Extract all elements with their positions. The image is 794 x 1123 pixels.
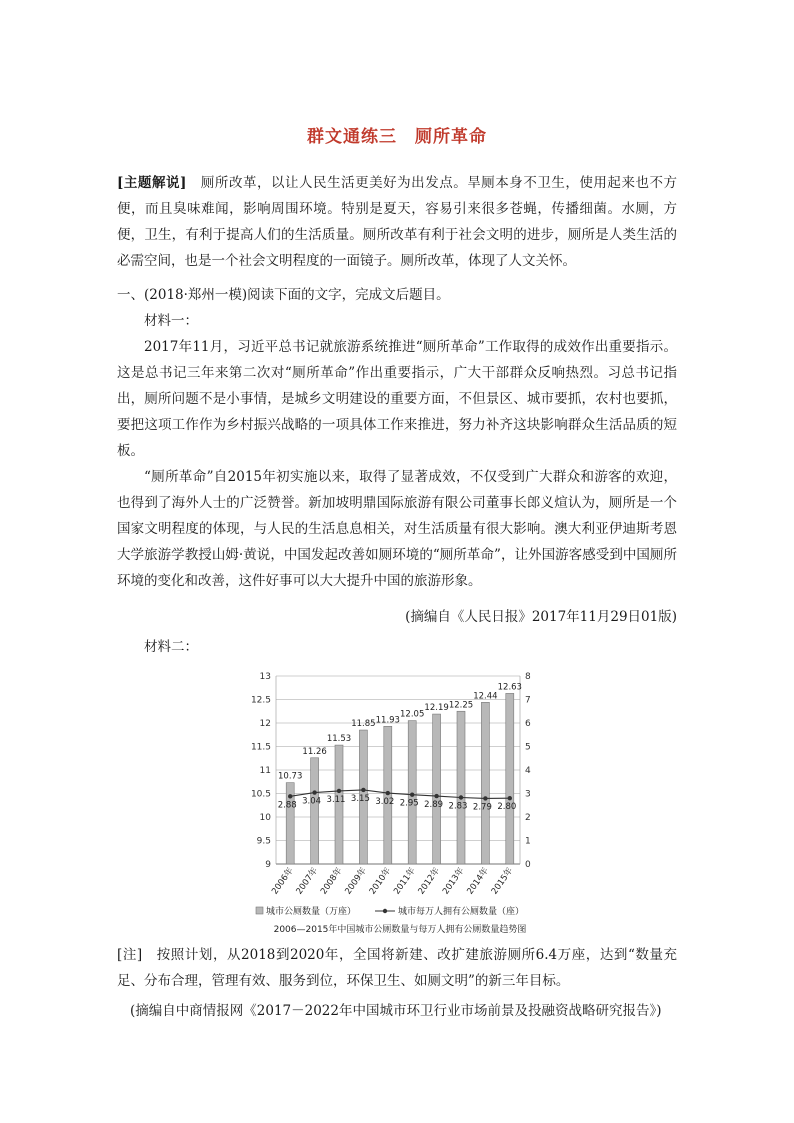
bar-value-label: 12.05 <box>400 709 425 720</box>
y-right-tick-label: 3 <box>525 789 531 800</box>
line-value-label: 3.04 <box>302 796 322 807</box>
bar-value-label: 12.25 <box>448 700 474 711</box>
toilet-trend-chart <box>240 664 560 938</box>
line-point <box>434 794 438 798</box>
bar <box>433 714 441 864</box>
line-point <box>361 788 365 792</box>
bar-value-label: 11.53 <box>326 734 352 745</box>
y-right-tick-label: 5 <box>525 742 531 753</box>
question-heading: 一、(2018·郑州一模)阅读下面的文字，完成文后题目。 <box>117 287 450 303</box>
material1-label: 材料一： <box>144 313 198 329</box>
y-right-tick-label: 7 <box>525 695 531 706</box>
line-point <box>386 791 390 795</box>
line-point <box>483 796 487 800</box>
line-value-label: 2.83 <box>448 801 468 812</box>
x-tick-label: 2011年 <box>392 865 418 897</box>
y-left-tick-label: 11.5 <box>250 742 271 753</box>
x-tick-label: 2008年 <box>318 865 345 897</box>
bar-value-label: 11.85 <box>351 719 376 730</box>
y-left-tick-label: 12.5 <box>250 695 271 706</box>
y-left-tick-label: 10.5 <box>250 789 271 800</box>
line-value-label: 2.80 <box>497 802 517 813</box>
bar-value-label: 12.44 <box>473 691 498 702</box>
line-point <box>312 790 316 794</box>
line-value-label: 2.79 <box>472 802 492 813</box>
y-right-tick-label: 8 <box>525 672 531 682</box>
x-tick-label: 2010年 <box>367 865 394 897</box>
line-value-label: 3.11 <box>326 794 346 805</box>
legend-bar-label: 城市公厕数量（万座） <box>266 907 357 917</box>
y-left-tick-label: 10 <box>259 813 271 823</box>
x-tick-label: 2014年 <box>465 865 491 897</box>
legend-line-label: 城市每万人拥有公厕数量（座） <box>398 907 525 917</box>
x-tick-label: 2012年 <box>416 865 443 897</box>
legend-line-marker <box>383 909 387 913</box>
line-point <box>410 792 414 796</box>
x-tick-label: 2009年 <box>343 865 369 897</box>
line-value-label: 3.02 <box>375 797 395 808</box>
note-paragraph: [注] 按照计划，从2018到2020年，全国将新建、改扩建旅游厕所6.4万座，达到“数量充足、分布合理，管理有效、服务到位，环保卫生、如厕文明”的新三年目标。 <box>117 947 677 989</box>
x-tick-label: 2006年 <box>270 865 296 897</box>
y-left-tick-label: 9.5 <box>256 836 271 847</box>
theme-tag: [主题解说] <box>117 175 187 191</box>
page-title: 群文通练三 厕所革命 <box>307 127 487 147</box>
material1-source: (摘编自《人民日报》2017年11月29日01版) <box>405 609 677 625</box>
line-value-label: 2.95 <box>399 798 419 809</box>
bar-value-label: 10.73 <box>278 771 303 782</box>
bar-value-label: 11.26 <box>302 746 327 757</box>
line-value-label: 3.15 <box>350 793 370 804</box>
y-right-tick-label: 1 <box>525 836 531 847</box>
legend-bar-swatch <box>256 907 263 914</box>
line-point <box>337 789 341 793</box>
line-point <box>288 794 292 798</box>
bar-value-label: 11.93 <box>375 715 400 726</box>
material2-label: 材料二： <box>144 639 198 655</box>
y-right-tick-label: 4 <box>525 766 531 776</box>
y-right-tick-label: 2 <box>525 813 531 823</box>
bar <box>457 711 465 864</box>
bar-value-label: 12.19 <box>424 703 449 714</box>
x-tick-label: 2015年 <box>489 865 516 897</box>
y-left-tick-label: 11 <box>259 766 271 776</box>
x-tick-label: 2007年 <box>294 865 321 897</box>
y-left-tick-label: 9 <box>265 860 271 870</box>
line-point <box>459 795 463 799</box>
material1-paragraph-1: 2017年11月，习近平总书记就旅游系统推进“厕所革命”工作取得的成效作出重要指示。这是总书记三年来第二次对“厕所革命”作出重要指示，广大干部群众反响热烈。习总书记指出，厕所问题不是小事情，是城乡文明建设的重要方面，不但景区、城市要抓，农村也要抓，要把这项工作作为乡村振兴战略的一项具体工作来推进，努力补齐这块影响群众生活品质的短板。 <box>117 339 677 459</box>
y-left-tick-label: 12 <box>259 719 271 729</box>
bar <box>481 702 489 864</box>
bar <box>506 693 514 864</box>
theme-text: 厕所改革，以让人民生活更美好为出发点。旱厕本身不卫生，使用起来也不方便，而且臭味难闻，影响周围环境。特别是夏天，容易引来很多苍蝇，传播细菌。水厕，方便，卫生，有利于提高人们的生活质量。厕所改革有利于社会文明的进步，厕所是人类生活的必需空间，也是一个社会文明程度的一面镜子。厕所改革，体现了人文关怀。 <box>117 175 678 269</box>
line-point <box>508 796 512 800</box>
x-tick-label: 2013年 <box>440 865 467 897</box>
y-right-tick-label: 0 <box>525 860 531 870</box>
material1-paragraph-2: “厕所革命”自2015年初实施以来，取得了显著成效，不仅受到广大群众和游客的欢迎，也得到了海外人士的广泛赞誉。新加坡明鼎国际旅游有限公司董事长郎义煊认为，厕所是一个国家文明程度的体现，与人民的生活息息相关，对生活质量有很大影响。澳大利亚伊迪斯考恩大学旅游学教授山姆·黄说，中国发起改善如厕环境的“厕所革命”，让外国游客感受到中国厕所环境的变化和改善，这件好事可以大大提升中国的旅游形象。 <box>117 469 677 589</box>
line-value-label: 2.88 <box>277 800 297 811</box>
bar <box>311 758 319 864</box>
y-left-tick-label: 13 <box>259 672 271 682</box>
line-value-label: 2.89 <box>424 800 444 811</box>
bar <box>408 721 416 864</box>
y-right-tick-label: 6 <box>525 719 531 729</box>
series-line <box>290 790 510 798</box>
chart-title: 2006—2015年中国城市公厕数量与每万人拥有公厕数量趋势图 <box>273 925 527 935</box>
note-source: (摘编自中商情报网《2017－2022年中国城市环卫行业市场前景及投融资战略研究报告》) <box>130 1003 662 1019</box>
theme-intro <box>117 170 677 274</box>
bar-value-label: 12.63 <box>497 682 522 693</box>
